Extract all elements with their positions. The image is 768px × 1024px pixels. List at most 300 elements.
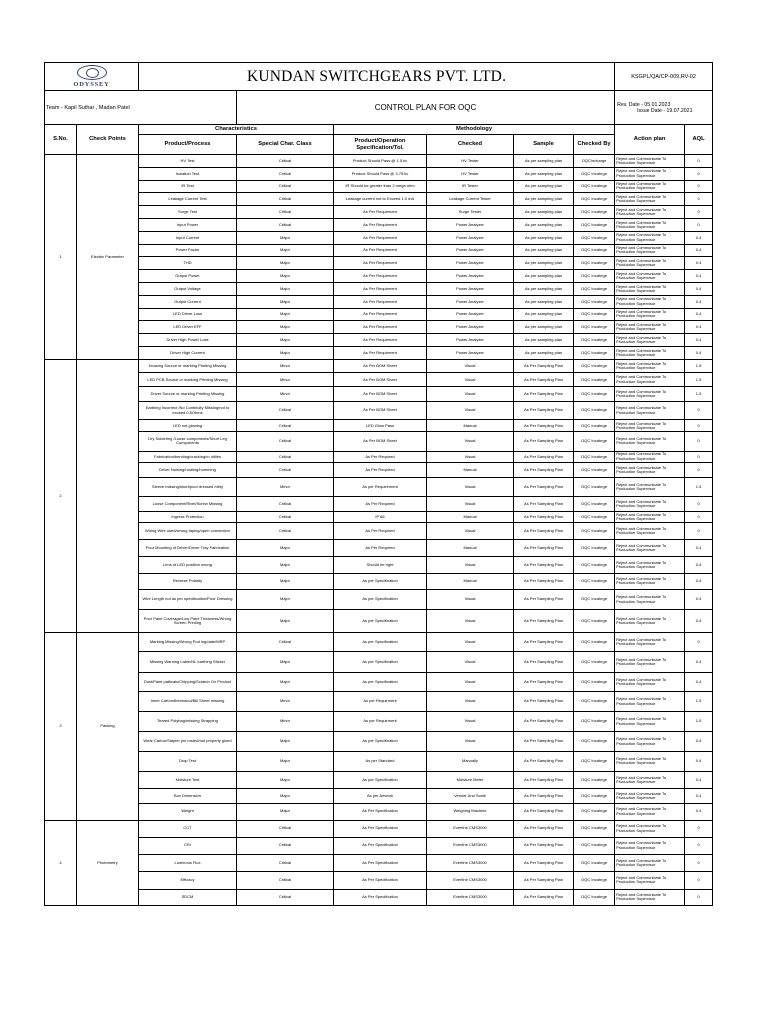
cell-checked: Surge Tester <box>427 206 514 219</box>
table-row <box>45 308 713 321</box>
table-row <box>45 359 713 372</box>
table-row <box>45 346 713 359</box>
table-row <box>45 334 713 347</box>
table-row <box>45 771 713 789</box>
cell-checked: Power Analyzer <box>427 231 514 244</box>
cell-checked: Power Analyzer <box>427 282 514 295</box>
cell-by: OQC Incahrge <box>574 496 615 511</box>
cell-aql: 0 <box>685 511 713 523</box>
cell-product: Driver Noising/rustling/humming <box>139 462 237 478</box>
cell-action: Reject and Communicate To Production Supervisor <box>615 789 685 804</box>
cell-cls: Major <box>237 295 334 308</box>
cell-by: OQC Incahrge <box>574 321 615 334</box>
cell-action: Reject and Communicate To Production Supervisor <box>615 673 685 692</box>
cell-sample: As per sampling plan <box>514 334 574 347</box>
cell-sample: As per sampling plan <box>514 270 574 283</box>
cell-checked: Manual <box>427 462 514 478</box>
table-row <box>45 387 713 402</box>
cell-cls: Major <box>237 652 334 673</box>
cell-cls: Critical <box>237 820 334 837</box>
cell-checked: Visual <box>427 523 514 540</box>
cell-spec: As Per Specification <box>334 803 427 820</box>
cell-action: Reject and Communicate To Production Supervisor <box>615 359 685 372</box>
cell-checked: Weighing Machine <box>427 803 514 820</box>
cell-cls: Minor <box>237 478 334 497</box>
table-row <box>45 610 713 633</box>
cell-cls: Major <box>237 752 334 772</box>
cell-action: Reject and Communicate To Production Supervisor <box>615 180 685 193</box>
cell-spec: As Per Requirment <box>334 282 427 295</box>
cell-aql: 0.4 <box>685 732 713 752</box>
cell-aql: 0.4 <box>685 334 713 347</box>
cell-cls: Major <box>237 771 334 789</box>
table-body <box>45 155 713 906</box>
cell-checked: Power Analyzer <box>427 295 514 308</box>
table-row <box>45 496 713 511</box>
cell-product: Weight <box>139 803 237 820</box>
table-row <box>45 270 713 283</box>
cell-aql: 0.4 <box>685 295 713 308</box>
cell-checked: Everfine CMS3000 <box>427 837 514 854</box>
cell-checked: Everfine CMS3000 <box>427 854 514 872</box>
cell-product: Moisture Test <box>139 771 237 789</box>
cell-by: OQC Incahrge <box>574 462 615 478</box>
cell-by: OQC Incahrge <box>574 257 615 270</box>
group-sno: 3 <box>45 632 77 820</box>
cell-checked: Visual <box>427 610 514 633</box>
cell-spec: As Per Requirment <box>334 206 427 219</box>
cell-aql: 0 <box>685 193 713 206</box>
table-row <box>45 155 713 168</box>
table-row <box>45 820 713 837</box>
cell-by: OQC Incahrge <box>574 540 615 557</box>
cell-spec: As Per BOM Sheet <box>334 401 427 420</box>
cell-spec: IP 66 <box>334 511 427 523</box>
cell-sample: As Per Sampling Plan <box>514 632 574 652</box>
cell-cls: Major <box>237 590 334 610</box>
cell-checked: Visual <box>427 692 514 712</box>
cell-spec: As Per Specification <box>334 889 427 906</box>
cell-by: OQC Incahrge <box>574 270 615 283</box>
cell-cls: Major <box>237 557 334 574</box>
cell-by: OQC Incahrge <box>574 231 615 244</box>
cell-aql: 0.4 <box>685 557 713 574</box>
cell-aql: 0 <box>685 523 713 540</box>
cell-aql: 0 <box>685 155 713 168</box>
cell-sample: As Per Sampling Plan <box>514 523 574 540</box>
cell-by: OQC Incahrge <box>574 573 615 589</box>
cell-sample: As Per Sampling Plan <box>514 752 574 772</box>
cell-product: THD <box>139 257 237 270</box>
cell-spec: As per Specification <box>334 652 427 673</box>
cell-sample: As per sampling plan <box>514 282 574 295</box>
cell-action: Reject and Communicate To Production Supervisor <box>615 373 685 387</box>
cell-checked: Visual <box>427 496 514 511</box>
cell-cls: Critical <box>237 854 334 872</box>
table-row <box>45 432 713 452</box>
cell-cls: Major <box>237 321 334 334</box>
col-methodology: Methodology <box>334 125 615 135</box>
cell-by: OQC Incahrge <box>574 167 615 180</box>
group-check-point: Electric Parameter <box>77 155 139 360</box>
cell-action: Reject and Communicate To Production Supervisor <box>615 652 685 673</box>
cell-product: Ingress Protection <box>139 511 237 523</box>
col-spec: Product/Operation Specification/Tol. <box>334 135 427 155</box>
cell-by: OQC Incahrge <box>574 692 615 712</box>
cell-sample: As Per Sampling Plan <box>514 803 574 820</box>
cell-product: Input Power <box>139 218 237 231</box>
cell-cls: Major <box>237 673 334 692</box>
table-row <box>45 321 713 334</box>
table-row <box>45 401 713 420</box>
cell-cls: Major <box>237 257 334 270</box>
cell-aql: 0.4 <box>685 652 713 673</box>
cell-by: OQC Incahrge <box>574 387 615 402</box>
cell-cls: Major <box>237 231 334 244</box>
cell-sample: As Per Sampling Plan <box>514 590 574 610</box>
cell-spec: As Per BOM Sheet <box>334 373 427 387</box>
cell-sample: As per sampling plan <box>514 218 574 231</box>
cell-product: Luminous Flux <box>139 854 237 872</box>
cell-action: Reject and Communicate To Production Supervisor <box>615 573 685 589</box>
cell-spec: As Per Requirment <box>334 295 427 308</box>
cell-by: OQC Incahrge <box>574 180 615 193</box>
cell-product: LED Driver EFF <box>139 321 237 334</box>
cell-by: OQC Incahrge <box>574 732 615 752</box>
cell-aql: 1.5 <box>685 478 713 497</box>
cell-by: OQC Incahrge <box>574 652 615 673</box>
cell-product: Wiring Wire used/wrong taping/open connection <box>139 523 237 540</box>
cell-spec: LED Glow Pass <box>334 420 427 432</box>
cell-action: Reject and Communicate To Production Supervisor <box>615 523 685 540</box>
cell-sample: As Per Sampling Plan <box>514 889 574 906</box>
table-row <box>45 218 713 231</box>
cell-sample: As Per Sampling Plan <box>514 771 574 789</box>
cell-spec: As per Specification <box>334 590 427 610</box>
cell-checked: Visual <box>427 590 514 610</box>
cell-sample: As per sampling plan <box>514 308 574 321</box>
cell-sample: As per sampling plan <box>514 257 574 270</box>
cell-by: OQC Incahrge <box>574 803 615 820</box>
cell-spec: As Per Required <box>334 496 427 511</box>
cell-by: OQC Incahrge <box>574 872 615 890</box>
cell-checked: Moisture Meter <box>427 771 514 789</box>
cell-action: Reject and Communicate To Production Supervisor <box>615 837 685 854</box>
cell-spec: As per Specification <box>334 610 427 633</box>
cell-checked: Visual <box>427 557 514 574</box>
cell-aql: 1.5 <box>685 373 713 387</box>
table-row <box>45 752 713 772</box>
cell-checked: Visual <box>427 652 514 673</box>
cell-checked: Visual <box>427 401 514 420</box>
cell-by: OQC Incahrge <box>574 820 615 837</box>
cell-cls: Major <box>237 346 334 359</box>
cell-action: Reject and Communicate To Production Supervisor <box>615 155 685 168</box>
cell-action: Reject and Communicate To Production Supervisor <box>615 206 685 219</box>
cell-product: Wire Length not as per specification/Poor Dressing <box>139 590 237 610</box>
cell-by: OQC Incahrge <box>574 346 615 359</box>
cell-action: Reject and Communicate To Production Supervisor <box>615 712 685 732</box>
cell-sample: As Per Sampling Plan <box>514 420 574 432</box>
cell-by: OQC Incahrge <box>574 837 615 854</box>
cell-spec: As Per Requirment <box>334 308 427 321</box>
cell-checked: Manual <box>427 511 514 523</box>
cell-aql: 0 <box>685 889 713 906</box>
table-row <box>45 854 713 872</box>
plan-title: CONTROL PLAN FOR OQC <box>237 91 615 125</box>
cell-cls: Critical <box>237 523 334 540</box>
cell-checked: Power Analyzer <box>427 270 514 283</box>
rev-date: Rev. Date - 05.01.2023 <box>617 101 671 108</box>
cell-product: Housing Source or marking Printing Missing <box>139 359 237 372</box>
cell-product: Wear Carton/Stapler pin rusted/not properly glued <box>139 732 237 752</box>
cell-checked: HV Tester <box>427 167 514 180</box>
cell-sample: As Per Sampling Plan <box>514 837 574 854</box>
table-row <box>45 511 713 523</box>
cell-spec: As per Requirement <box>334 478 427 497</box>
cell-spec: As per Requirment <box>334 712 427 732</box>
cell-checked: Power Analyzer <box>427 321 514 334</box>
cell-spec: As Per Required <box>334 462 427 478</box>
cell-aql: 0.4 <box>685 244 713 257</box>
cell-spec: As per Specification <box>334 673 427 692</box>
cell-aql: 0.4 <box>685 257 713 270</box>
cell-cls: Major <box>237 540 334 557</box>
table-row <box>45 712 713 732</box>
cell-by: OQC Incahrge <box>574 712 615 732</box>
cell-by: OQC Incahrge <box>574 218 615 231</box>
table-row <box>45 557 713 574</box>
cell-sample: As Per Sampling Plan <box>514 557 574 574</box>
cell-checked: Power Analyzer <box>427 257 514 270</box>
cell-by: OQC Incahrge <box>574 557 615 574</box>
cell-spec: As Per Specification <box>334 872 427 890</box>
col-sno: S.No. <box>45 125 77 155</box>
cell-aql: 0.4 <box>685 308 713 321</box>
table-row <box>45 540 713 557</box>
cell-product: Output Voltage <box>139 282 237 295</box>
table-row <box>45 193 713 206</box>
col-characteristics: Characteristics <box>139 125 334 135</box>
table-row <box>45 282 713 295</box>
cell-aql: 0.4 <box>685 771 713 789</box>
table-row <box>45 632 713 652</box>
cell-action: Reject and Communicate To Production Supervisor <box>615 167 685 180</box>
cell-product: Fabrication/bending/cracking/m oltiles <box>139 451 237 462</box>
cell-aql: 0 <box>685 451 713 462</box>
cell-cls: Critical <box>237 432 334 452</box>
cell-sample: As per sampling plan <box>514 231 574 244</box>
cell-product: Power Factor <box>139 244 237 257</box>
cell-product: Earthing Incorrect /No Continuity Missing/not to exceed 0.5Ohms <box>139 401 237 420</box>
cell-cls: Major <box>237 270 334 283</box>
logo-text: ODYSSEY <box>73 81 110 88</box>
cell-cls: Critical <box>237 167 334 180</box>
cell-checked: Visual <box>427 673 514 692</box>
cell-action: Reject and Communicate To Production Supervisor <box>615 451 685 462</box>
table-row <box>45 837 713 854</box>
cell-action: Reject and Communicate To Production Supervisor <box>615 820 685 837</box>
cell-product: LED PCB Source or marking Printing Missing <box>139 373 237 387</box>
cell-product: CRI <box>139 837 237 854</box>
cell-aql: 1.5 <box>685 387 713 402</box>
cell-action: Reject and Communicate To Production Supervisor <box>615 193 685 206</box>
cell-cls: Critical <box>237 180 334 193</box>
cell-sample: As per sampling plan <box>514 295 574 308</box>
cell-sample: As Per Sampling Plan <box>514 496 574 511</box>
col-sample: Sample <box>514 135 574 155</box>
cell-checked: Visual <box>427 632 514 652</box>
cell-product: Teared Polybag/missing Strapping <box>139 712 237 732</box>
cell-cls: Critical <box>237 155 334 168</box>
cell-by: OQC Incahrge <box>574 334 615 347</box>
cell-aql: 0.4 <box>685 231 713 244</box>
cell-sample: As per sampling plan <box>514 206 574 219</box>
col-aql: AQL <box>685 125 713 155</box>
cell-spec: As Per Required <box>334 540 427 557</box>
cell-checked: Visual <box>427 373 514 387</box>
cell-action: Reject and Communicate To Production Supervisor <box>615 889 685 906</box>
cell-spec: As Per Specification <box>334 854 427 872</box>
table-row <box>45 295 713 308</box>
cell-checked: Visual <box>427 712 514 732</box>
cell-by: OQC Incahrge <box>574 308 615 321</box>
group-sno: 2 <box>45 359 77 632</box>
table-row <box>45 420 713 432</box>
cell-spec: As per Requirment <box>334 692 427 712</box>
cell-product: Drop Test <box>139 752 237 772</box>
cell-sample: As Per Sampling Plan <box>514 820 574 837</box>
cell-checked: Power Analyzer <box>427 244 514 257</box>
cell-spec: Should be right <box>334 557 427 574</box>
cell-cls: Critical <box>237 206 334 219</box>
odyssey-logo <box>46 65 137 88</box>
table-row <box>45 167 713 180</box>
cell-aql: 0 <box>685 218 713 231</box>
cell-by: OQC Incahrge <box>574 282 615 295</box>
cell-sample: As per sampling plan <box>514 193 574 206</box>
table-row <box>45 590 713 610</box>
cell-product: Dry Soldering /Loose components/Short Leg Components <box>139 432 237 452</box>
table-row <box>45 889 713 906</box>
cell-by: OQCIncharge <box>574 155 615 168</box>
table-row <box>45 673 713 692</box>
cell-sample: As per sampling plan <box>514 244 574 257</box>
cell-checked: Everfine CMS3000 <box>427 820 514 837</box>
cell-aql: 0.4 <box>685 346 713 359</box>
cell-cls: Major <box>237 803 334 820</box>
cell-cls: Minor <box>237 373 334 387</box>
cell-by: OQC Incahrge <box>574 610 615 633</box>
cell-product: Input Current <box>139 231 237 244</box>
cell-cls: Critical <box>237 193 334 206</box>
cell-spec: As Per Requirment <box>334 244 427 257</box>
cell-action: Reject and Communicate To Production Supervisor <box>615 346 685 359</box>
cell-cls: Critical <box>237 511 334 523</box>
cell-spec: As per Specification <box>334 732 427 752</box>
cell-aql: 0 <box>685 837 713 854</box>
cell-by: OQC Incahrge <box>574 590 615 610</box>
cell-action: Reject and Communicate To Production Supervisor <box>615 752 685 772</box>
table-row <box>45 872 713 890</box>
cell-product: Marking Missing/Wrong Pod log/date/MRP <box>139 632 237 652</box>
cell-cls: Critical <box>237 451 334 462</box>
cell-cls: Major <box>237 282 334 295</box>
cell-aql: 0 <box>685 401 713 420</box>
cell-by: OQC Incahrge <box>574 511 615 523</box>
cell-aql: 0 <box>685 206 713 219</box>
cell-checked: Power Analyzer <box>427 218 514 231</box>
cell-by: OQC Incahrge <box>574 632 615 652</box>
table-row <box>45 206 713 219</box>
cell-cls: Minor <box>237 712 334 732</box>
cell-cls: Critical <box>237 889 334 906</box>
cell-aql: 0.4 <box>685 803 713 820</box>
cell-aql: 0.4 <box>685 321 713 334</box>
table-row <box>45 180 713 193</box>
cell-checked: Visual <box>427 478 514 497</box>
col-checked-by: Checked By <box>574 135 615 155</box>
cell-action: Reject and Communicate To Production Supervisor <box>615 511 685 523</box>
cell-by: OQC Incahrge <box>574 523 615 540</box>
cell-spec: As Per Requirment <box>334 346 427 359</box>
cell-spec: Product Should Pass @ 3.75 kv <box>334 167 427 180</box>
cell-aql: 0.4 <box>685 789 713 804</box>
cell-aql: 0.4 <box>685 270 713 283</box>
cell-spec: As Per Requirment <box>334 334 427 347</box>
cell-aql: 0 <box>685 872 713 890</box>
cell-checked: Manual <box>427 540 514 557</box>
cell-sample: As Per Sampling Plan <box>514 432 574 452</box>
cell-by: OQC Incahrge <box>574 673 615 692</box>
cell-sample: As Per Sampling Plan <box>514 610 574 633</box>
control-plan-table <box>44 62 713 906</box>
cell-action: Reject and Communicate To Production Supervisor <box>615 282 685 295</box>
cell-sample: As Per Sampling Plan <box>514 652 574 673</box>
group-check-point: Packing <box>77 632 139 820</box>
table-row <box>45 451 713 462</box>
cell-sample: As Per Sampling Plan <box>514 387 574 402</box>
cell-spec: As per Standard <box>334 752 427 772</box>
cell-cls: Critical <box>237 420 334 432</box>
cell-by: OQC Incahrge <box>574 451 615 462</box>
cell-by: OQC Incahrge <box>574 401 615 420</box>
table-row <box>45 231 713 244</box>
cell-checked: Power Analyzer <box>427 346 514 359</box>
group-check-point: Photometry <box>77 820 139 906</box>
cell-product: Leakage Current Test <box>139 193 237 206</box>
cell-cls: Critical <box>237 218 334 231</box>
table-row <box>45 732 713 752</box>
cell-product: Output Current <box>139 295 237 308</box>
cell-product: Inner Carton/thermacol/Bill Sheet missing <box>139 692 237 712</box>
cell-action: Reject and Communicate To Production Supervisor <box>615 420 685 432</box>
cell-sample: As Per Sampling Plan <box>514 511 574 523</box>
cell-by: OQC Incahrge <box>574 420 615 432</box>
cell-aql: 0.4 <box>685 752 713 772</box>
cell-spec: As per Specification <box>334 573 427 589</box>
cell-aql: 1.5 <box>685 692 713 712</box>
cell-cls: Major <box>237 308 334 321</box>
cell-aql: 0 <box>685 820 713 837</box>
cell-cls: Major <box>237 573 334 589</box>
cell-checked: Visual <box>427 451 514 462</box>
cell-by: OQC Incahrge <box>574 359 615 372</box>
cell-checked: Visual <box>427 387 514 402</box>
cell-cls: Minor <box>237 359 334 372</box>
odyssey-logo-icon <box>77 65 107 80</box>
cell-sample: As Per Sampling Plan <box>514 573 574 589</box>
